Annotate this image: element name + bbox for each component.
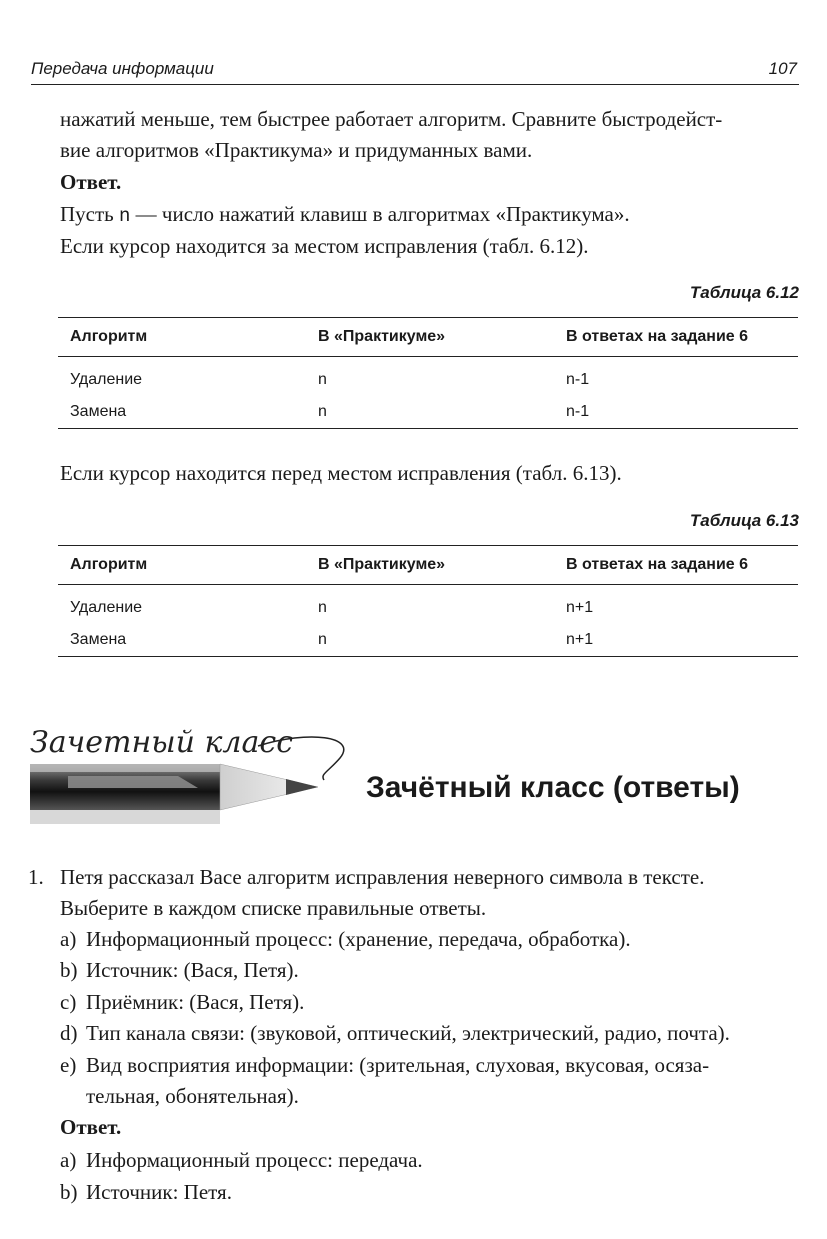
- table-cell: n: [318, 371, 327, 388]
- answer-label-1: Ответ.: [60, 170, 122, 194]
- case1-sentence: Если курсор находится за местом исправления (табл. 6.12).: [60, 234, 589, 258]
- item-letter: e): [60, 1053, 77, 1077]
- table-6-13: [58, 545, 798, 657]
- page-number: 107: [768, 59, 797, 78]
- answer-label-2: Ответ.: [60, 1115, 122, 1139]
- section-logo: [28, 722, 358, 837]
- task1-line-2: Выберите в каждом списке правильные ответы.: [60, 896, 487, 920]
- table1-header-cell: В «Практикуме»: [306, 318, 554, 357]
- item-letter: a): [60, 927, 77, 951]
- case2-sentence: Если курсор находится перед местом исправления (табл. 6.13).: [60, 461, 622, 485]
- task1-number: 1.: [28, 865, 44, 889]
- list-item: [60, 987, 798, 1018]
- table-row: [58, 623, 798, 657]
- task1-line-1: Петя рассказал Васе алгоритм исправления неверного символа в тексте.: [60, 865, 705, 889]
- table2-header-cell: В ответах на задание 6: [554, 546, 798, 585]
- table1-header-row: [58, 318, 798, 357]
- let-post: — число нажатий клавиш в алгоритмах «Практикума».: [130, 202, 630, 226]
- list-item: [60, 955, 798, 986]
- running-header: [31, 58, 799, 85]
- table-cell: n-1: [554, 395, 798, 429]
- table-6-12: [58, 317, 798, 429]
- task1-question: [28, 862, 798, 924]
- list-item: [60, 924, 798, 955]
- table-row: [58, 357, 798, 396]
- item-letter: d): [60, 1021, 78, 1045]
- table1-header-cell: Алгоритм: [58, 318, 306, 357]
- table-cell: Удаление: [70, 371, 143, 388]
- intro-line-1: нажатий меньше, тем быстрее работает алгоритм. Сравните быстродейст-: [60, 107, 723, 131]
- table2-header-cell: В «Практикуме»: [306, 546, 554, 585]
- item-text: Приёмник: (Вася, Петя).: [86, 990, 305, 1014]
- list-item: [60, 1050, 798, 1112]
- let-variable: n: [119, 205, 131, 227]
- item-text: Информационный процесс: (хранение, передача, обработка).: [86, 927, 631, 951]
- item-text: Тип канала связи: (звуковой, оптический, электрический, радио, почта).: [86, 1021, 730, 1045]
- answer-text: Информационный процесс: передача.: [86, 1148, 423, 1172]
- table2-header-row: [58, 546, 798, 585]
- pencil-logo-icon: [28, 722, 358, 832]
- let-pre: Пусть: [60, 202, 119, 226]
- table-cell: n: [306, 395, 554, 429]
- running-title: Передача информации: [31, 59, 214, 78]
- table-cell: n-1: [566, 371, 590, 388]
- let-sentence: [60, 199, 798, 232]
- table-cell: n+1: [554, 623, 798, 657]
- table-cell: n+1: [566, 599, 594, 616]
- list-item: [60, 1145, 798, 1176]
- table-cell: Замена: [58, 623, 306, 657]
- table2-caption: Таблица 6.13: [689, 511, 799, 530]
- item-text: Источник: (Вася, Петя).: [86, 958, 299, 982]
- item-letter: c): [60, 990, 77, 1014]
- answer-text: Источник: Петя.: [86, 1180, 232, 1204]
- intro-line-2: вие алгоритмов «Практикума» и придуманных вами.: [60, 138, 533, 162]
- table-row: [58, 585, 798, 624]
- table1-header-cell: В ответах на задание 6: [554, 318, 798, 357]
- item-text-line-2: тельная, обонятельная).: [86, 1084, 299, 1108]
- item-letter: b): [60, 958, 78, 982]
- table-row: [58, 395, 798, 429]
- section-title: Зачётный класс (ответы): [366, 771, 740, 804]
- table-cell: n: [318, 599, 327, 616]
- table2-header-cell: Алгоритм: [58, 546, 306, 585]
- table-cell: n: [306, 623, 554, 657]
- answer-letter: a): [60, 1148, 77, 1172]
- logo-script-text: Зачетный класс: [30, 725, 293, 760]
- item-text-line-1: Вид восприятия информации: (зрительная, слуховая, вкусовая, осяза-: [86, 1053, 710, 1077]
- answer-letter: b): [60, 1180, 78, 1204]
- list-item: [60, 1177, 798, 1208]
- table-cell: Замена: [58, 395, 306, 429]
- list-item: [60, 1018, 798, 1049]
- table-cell: Удаление: [70, 599, 143, 616]
- table1-caption: Таблица 6.12: [689, 283, 799, 302]
